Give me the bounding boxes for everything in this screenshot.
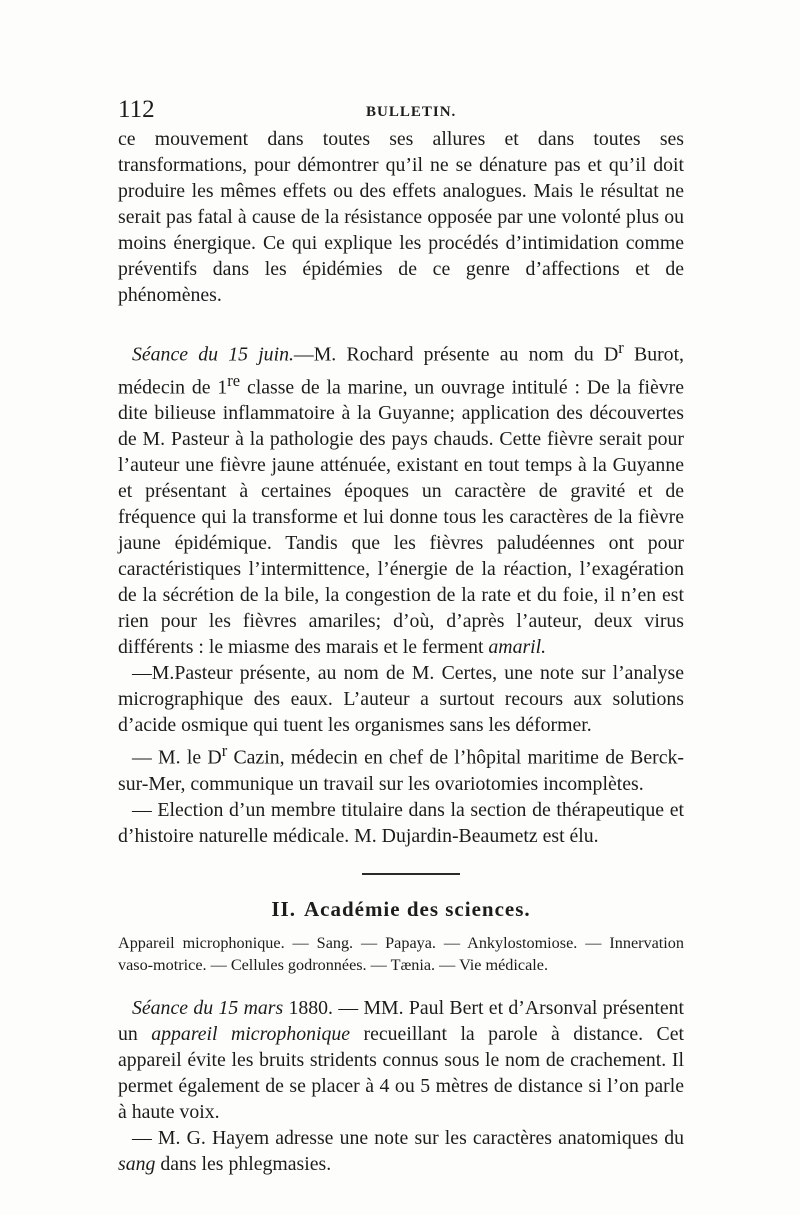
superscript: r bbox=[221, 741, 228, 761]
superscript: r bbox=[618, 338, 624, 357]
text-span: — M. G. Hayem adresse une note sur les caractères anatomiques du bbox=[132, 1126, 684, 1149]
paragraph-seance-mars bbox=[118, 995, 684, 1125]
page-header bbox=[118, 96, 684, 126]
text-span: — M. le D bbox=[132, 746, 222, 769]
text-span: —M. Rochard présente au nom du D bbox=[293, 343, 619, 366]
paragraph-election: — Election d’un membre titulaire dans la section de thérapeutique et d’histoire naturelle médicale. M. Dujardin-Beaumetz est élu. bbox=[118, 798, 684, 847]
superscript: re bbox=[227, 370, 241, 390]
text-span: Cazin, médecin en chef de l’hôpital maritime de Berck-sur-Mer, communique un travail sur les ovariotomies incomplètes. bbox=[118, 746, 684, 795]
session-date: Séance du 15 juin. bbox=[132, 343, 294, 366]
text-span: 1880. — MM. Paul Bert et d’Arsonval présentent un bbox=[118, 996, 685, 1045]
text-span: dans les phlegmasies. bbox=[155, 1152, 332, 1175]
running-head: BULLETIN. bbox=[366, 104, 457, 120]
section-number: II. bbox=[271, 896, 296, 921]
text-span: classe de la marine, un ouvrage intitulé : De la fièvre dite bilieuse inflammatoire à la Guyanne; application des découvertes de M. Pasteur à la pathologie des pays chauds. Cette fièvre serait pour l’auteur une fièvre jaune atténuée, existant en tout temps à la Guyanne et présentant à certaines époques un caractère de gravité et de fréquence qui la transforme et lui donne tous les caractères de la fièvre jaune épidémique. Tandis que les fièvres paludéennes ont pour caractéristiques l’intermittence, l’énergie de la réaction, l’exagération de la sécrétion de la bile, la congestion de la rate et du foie, il n’en est rien pour les fièvres amariles; d’où, d’après l’auteur, deux virus différents : le miasme des marais et le ferment bbox=[118, 376, 684, 659]
horizontal-rule bbox=[362, 873, 460, 875]
page-number: 112 bbox=[118, 96, 155, 123]
emphasis: amaril. bbox=[488, 636, 547, 659]
section-heading bbox=[118, 897, 684, 922]
text-span: recueillant la parole à distance. Cet appareil évite les bruits stridents connus sous le nom de crachement. Il permet également de se placer à 4 ou 5 mètres de distance si l’on parle à haute voix. bbox=[118, 1022, 684, 1123]
paragraph-pasteur: —M.Pasteur présente, au nom de M. Certes, une note sur l’analyse micrographique des eaux. L’auteur a surtout recours aux solutions d’acide osmique qui tuent les organismes sans les déformer. bbox=[118, 662, 684, 737]
paragraph-gap bbox=[118, 976, 684, 995]
paragraph-cazin bbox=[118, 738, 684, 797]
text-span: Burot, médecin de 1 bbox=[118, 343, 685, 399]
emphasis: appareil microphonique bbox=[151, 1022, 351, 1045]
paragraph-gap bbox=[118, 308, 684, 335]
session-date: Séance du 15 mars bbox=[132, 996, 284, 1019]
page-body bbox=[118, 126, 684, 1177]
emphasis: sang bbox=[118, 1152, 156, 1175]
separator bbox=[118, 849, 684, 889]
paragraph-hayem bbox=[118, 1125, 684, 1177]
paragraph-seance-juin bbox=[118, 335, 684, 660]
section-title: Académie des sciences. bbox=[303, 896, 531, 921]
section-summary bbox=[118, 932, 684, 976]
paragraph-continuation: ce mouvement dans toutes ses allures et dans toutes ses transformations, pour démontrer qu’il ne se dénature pas et qu’il doit produire les mêmes effets ou des effets analogues. Mais le résultat ne serait pas fatal à cause de la résistance opposée par une volonté plus ou moins énergique. Ce qui explique les procédés d’intimidation comme préventifs dans les épidémies de ce genre d’affections et de phénomènes. bbox=[118, 128, 684, 306]
summary-text: Appareil microphonique. — Sang. — Papaya. — Ankylostomiose. — Innervation vaso-motrice. — Cellules godronnées. — Tænia. — Vie médicale. bbox=[118, 933, 684, 974]
